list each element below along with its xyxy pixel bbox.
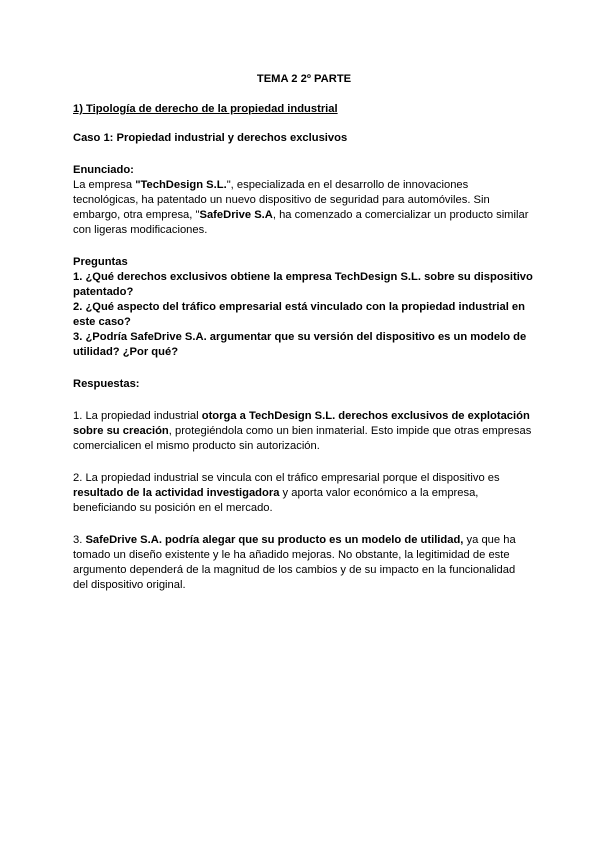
enunciado-paragraph — [73, 178, 533, 238]
answer-1-text-2: , protegiéndola como un bien inmaterial. Esto impide que otras empresas comercialicen el mismo producto sin autorización. — [73, 425, 532, 452]
answer-1 — [73, 409, 533, 454]
document-title: TEMA 2 2º PARTE — [256, 73, 352, 85]
enunciado-heading: Enunciado: — [73, 164, 134, 176]
document-body — [73, 72, 533, 610]
enunciado-text-1: La empresa — [73, 179, 136, 191]
answer-2-bold: resultado de la actividad investigadora — [73, 487, 280, 499]
answer-3 — [73, 533, 533, 593]
answer-3-bold: SafeDrive S.A. podría alegar que su producto es un modelo de utilidad, — [85, 534, 464, 546]
questions-list — [73, 270, 533, 360]
enunciado-text-2: ", especializada en el desarrollo de innovaciones tecnológicas, ha patentado un nuevo dispositivo de seguridad para automóviles. Sin embargo, otra empresa, " — [73, 179, 490, 221]
preguntas-heading: Preguntas — [73, 256, 128, 268]
respuestas-heading: Respuestas: — [73, 378, 140, 390]
answer-3-text-1: 3. — [73, 534, 86, 546]
answer-1-bold: otorga a TechDesign S.L. derechos exclusivos de explotación sobre su creación — [73, 410, 530, 437]
case-heading: Caso 1: Propiedad industrial y derechos exclusivos — [73, 132, 348, 144]
answer-2-text-1: 2. La propiedad industrial se vincula con el tráfico empresarial porque el dispositivo es — [73, 472, 500, 484]
answer-1-text-1: 1. La propiedad industrial — [73, 410, 202, 422]
enunciado-text-3: , ha comenzado a comercializar un producto similar con ligeras modificaciones. — [73, 209, 529, 236]
question-item: 1. ¿Qué derechos exclusivos obtiene la empresa TechDesign S.L. sobre su dispositivo patentado? — [73, 271, 533, 298]
question-item: 2. ¿Qué aspecto del tráfico empresarial está vinculado con la propiedad industrial en este caso? — [73, 301, 525, 328]
answer-2 — [73, 471, 533, 516]
question-item: 3. ¿Podría SafeDrive S.A. argumentar que su versión del dispositivo es un modelo de utilidad? ¿Por qué? — [73, 331, 527, 358]
answer-3-text-2: ya que ha tomado un diseño existente y le ha añadido mejoras. No obstante, la legitimidad de este argumento dependerá de la magnitud de los cambios y de su impacto en la funcionalidad del dispositivo original. — [73, 534, 516, 591]
enunciado-company-techdesign: "TechDesign S.L. — [135, 179, 227, 191]
answer-2-text-2: y aporta valor económico a la empresa, beneficiando su posición en el mercado. — [73, 487, 479, 514]
enunciado-company-safedrive: SafeDrive S.A — [199, 209, 273, 221]
section-heading: 1) Tipología de derecho de la propiedad industrial — [73, 103, 338, 115]
